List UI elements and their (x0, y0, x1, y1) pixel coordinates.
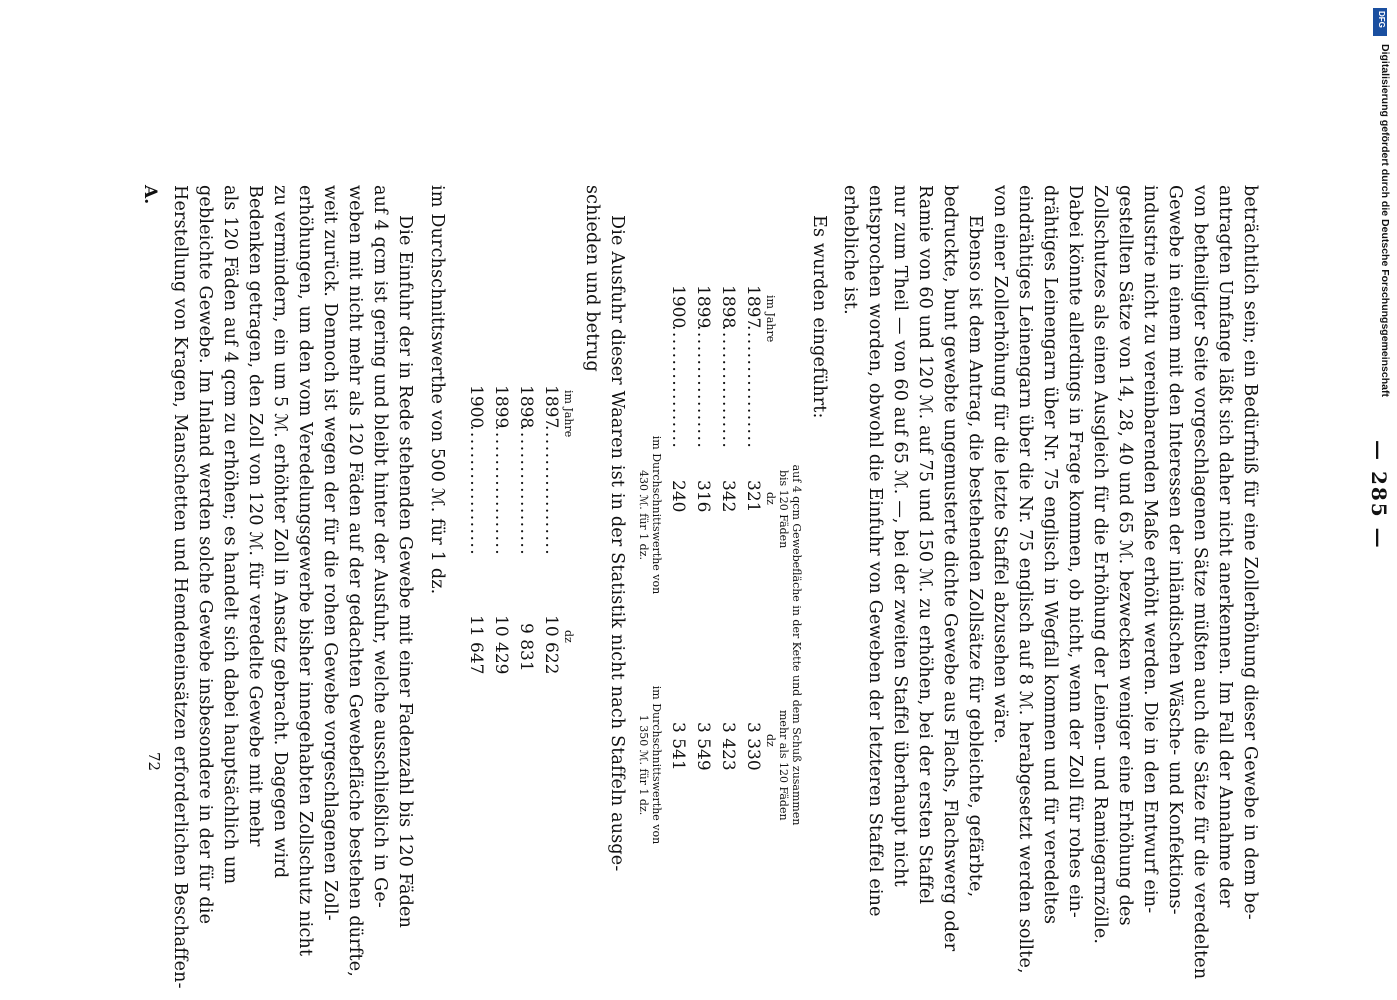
import-row-col1: 316 (693, 480, 713, 513)
text-line: Ramie von 60 und 120 ℳ. auf 75 und 150 ℳ. zu erhöhen, bei der ersten Staffel (915, 185, 935, 905)
text-line: als 120 Fäden auf 4 qcm zu erhöhen; es handelt sich dabei hauptsächlich um (220, 185, 240, 885)
text-line: gestellten Sätze von 14, 28, 40 und 65 ℳ. bezwecken weniger eine Erhöhung des (1115, 185, 1135, 926)
text-line: bedruckte, bunt gewebte ungemusterte dichte Gewebe aus Flachs, Flachswerg oder (940, 185, 960, 952)
export-row-year: 1900 (466, 385, 486, 429)
leader-dots: .................. (693, 325, 713, 450)
import-col1-unit: dz (764, 492, 777, 505)
import-row-col2: 3 330 (743, 722, 763, 771)
import-row-col2: 3 541 (668, 722, 688, 771)
dfg-logo: DFG (1373, 8, 1387, 36)
import-intro: Es wurden eingeführt: (809, 215, 829, 419)
text-line: nur zum Theil — von 60 auf 65 ℳ. —, bei der zweiten Staffel überhaupt nicht (890, 185, 910, 887)
leader-dots: .................. (718, 325, 738, 450)
import-row-col1: 342 (718, 480, 738, 513)
text-line: Herstellung von Kragen, Manschetten und Hemdeneinsätzen erforderlichen Beschaffen- (170, 185, 190, 989)
text-line: weit zurück. Dennoch ist wegen der für die rohen Gewebe vorgeschlagenen Zoll- (320, 185, 340, 921)
text-line: erhebliche ist. (840, 185, 860, 315)
text-line: Bedenken getragen, den Zoll von 120 ℳ. für veredelte Gewebe mit mehr (245, 185, 265, 847)
leader-dots: ................... (466, 425, 486, 557)
text-line: erhöhungen, um den vom Veredelungsgewerbe bisher innegehabten Zollschutz nicht (295, 185, 315, 957)
export-row-year: 1898 (516, 385, 536, 429)
export-row-value: 10 622 (541, 615, 561, 675)
export-row-year: 1899 (491, 385, 511, 429)
export-intro-line: schieden und betrug (582, 185, 602, 372)
text-line: Ebenso ist dem Antrag, die bestehenden Zollsätze für gebleichte, gefärbte, (965, 215, 985, 898)
import-year-header: im Jahre (764, 295, 777, 343)
import-col2-unit: dz (764, 734, 777, 747)
import-col1-avg-value: 430 ℳ. für 1 dz. (637, 470, 650, 560)
text-line: weben mit nicht mehr als 120 Fäden auf der gedachten Gewebefläche bestehen dürfte, (345, 185, 365, 978)
text-line: auf 4 qcm ist gering und bleibt hinter der Ausfuhr, welche ausschließlich in Ge- (370, 185, 390, 909)
text-line: von einer Zollerhöhung für die letzte Staffel abzusehen wäre. (990, 185, 1010, 745)
text-line: Zollschutzes als einen Ausgleich für die Erhöhung der Leinen- und Ramiegarnzölle. (1090, 185, 1110, 945)
page-number-header: — 285 — (1367, 440, 1391, 550)
export-unit: dz (562, 630, 575, 643)
import-row-col2: 3 549 (693, 722, 713, 771)
import-col1-header: bis 120 Fäden (777, 470, 790, 549)
leader-dots: ................... (541, 425, 561, 557)
text-line: antragten Umfange läßt sich daher nicht anerkennen. Im Fall der Annahme der (1215, 185, 1235, 908)
leader-dots: ................... (491, 425, 511, 557)
text-line: Die Einfuhr der in Rede stehenden Gewebe mit einer Fadenzahl bis 120 Fäden (395, 215, 415, 929)
import-col1-avg-label: im Durchschnittswerthe von (650, 435, 663, 595)
footer-sheet-number: 72 (145, 752, 163, 772)
import-group-header: auf 4 qcm Gewebefläche in der Kette und dem Schuß zusammen (790, 464, 803, 826)
import-row-col2: 3 423 (718, 722, 738, 771)
import-row-year: 1900 (668, 285, 688, 329)
text-line: industrie nicht zu vereinbarenden Maße erhöht werden. Die in den Entwurf ein- (1140, 185, 1160, 914)
import-row-year: 1899 (693, 285, 713, 329)
export-row-year: 1897 (541, 385, 561, 429)
text-line: gebleichte Gewebe. Im Inland werden solche Gewebe insbesondere in der für die (195, 185, 215, 925)
export-average-note: im Durchschnittswerthe von 500 ℳ. für 1 dz. (427, 185, 447, 595)
digitization-sidebar (1371, 0, 1393, 1000)
digitization-note: Digitalisierung gefördert durch die Deutsche Forschungsgemeinschaft (1379, 44, 1391, 397)
text-line: beträchtlich sein; ein Bedürfniß für eine Zollerhöhung dieser Gewebe in dem be- (1240, 185, 1260, 920)
text-line: entsprochen worden, obwohl die Einfuhr von Geweben der letzteren Staffel eine (865, 185, 885, 917)
text-line: zu vermindern, ein um 5 ℳ. erhöhter Zoll in Ansatz gebracht. Dagegen wird (270, 185, 290, 879)
import-row-year: 1898 (718, 285, 738, 329)
leader-dots: ................... (516, 425, 536, 557)
text-line: von betheiligter Seite vorgeschlagenen Sätze müßten auch die Sätze für die veredelten (1190, 185, 1210, 980)
leader-dots: .................. (668, 325, 688, 450)
import-col2-header: mehr als 120 Fäden (777, 710, 790, 821)
export-year-header: im Jahre (562, 390, 575, 438)
import-row-col1: 240 (668, 480, 688, 513)
text-line: eindrähtiges Leinengarn über die Nr. 75 englisch auf 8 ℳ. herabgesetzt werden sollte, (1015, 185, 1035, 974)
export-row-value: 9 831 (516, 623, 536, 672)
leader-dots: .................. (743, 325, 763, 450)
export-row-value: 10 429 (491, 615, 511, 675)
text-line: drähtiges Leinengarn über Nr. 75 englisch in Wegfall kommen und für veredeltes (1040, 185, 1060, 925)
import-col2-avg-value: 1 350 ℳ. für 1 dz. (637, 714, 650, 816)
export-intro-line: Die Ausfuhr dieser Waaren ist in der Statistik nicht nach Staffeln ausge- (607, 215, 627, 872)
text-line: Gewebe in einem mit den Interessen der inländischen Wäsche- und Konfektions- (1165, 185, 1185, 915)
export-row-value: 11 647 (466, 615, 486, 675)
import-col2-avg-label: im Durchschnittswerthe von (650, 685, 663, 845)
text-line: Dabei könnte allerdings in Frage kommen, ob nicht, wenn der Zoll für rohes ein- (1065, 185, 1085, 919)
import-row-col1: 321 (743, 480, 763, 513)
footer-signature: A. (140, 185, 160, 205)
import-row-year: 1897 (743, 285, 763, 329)
